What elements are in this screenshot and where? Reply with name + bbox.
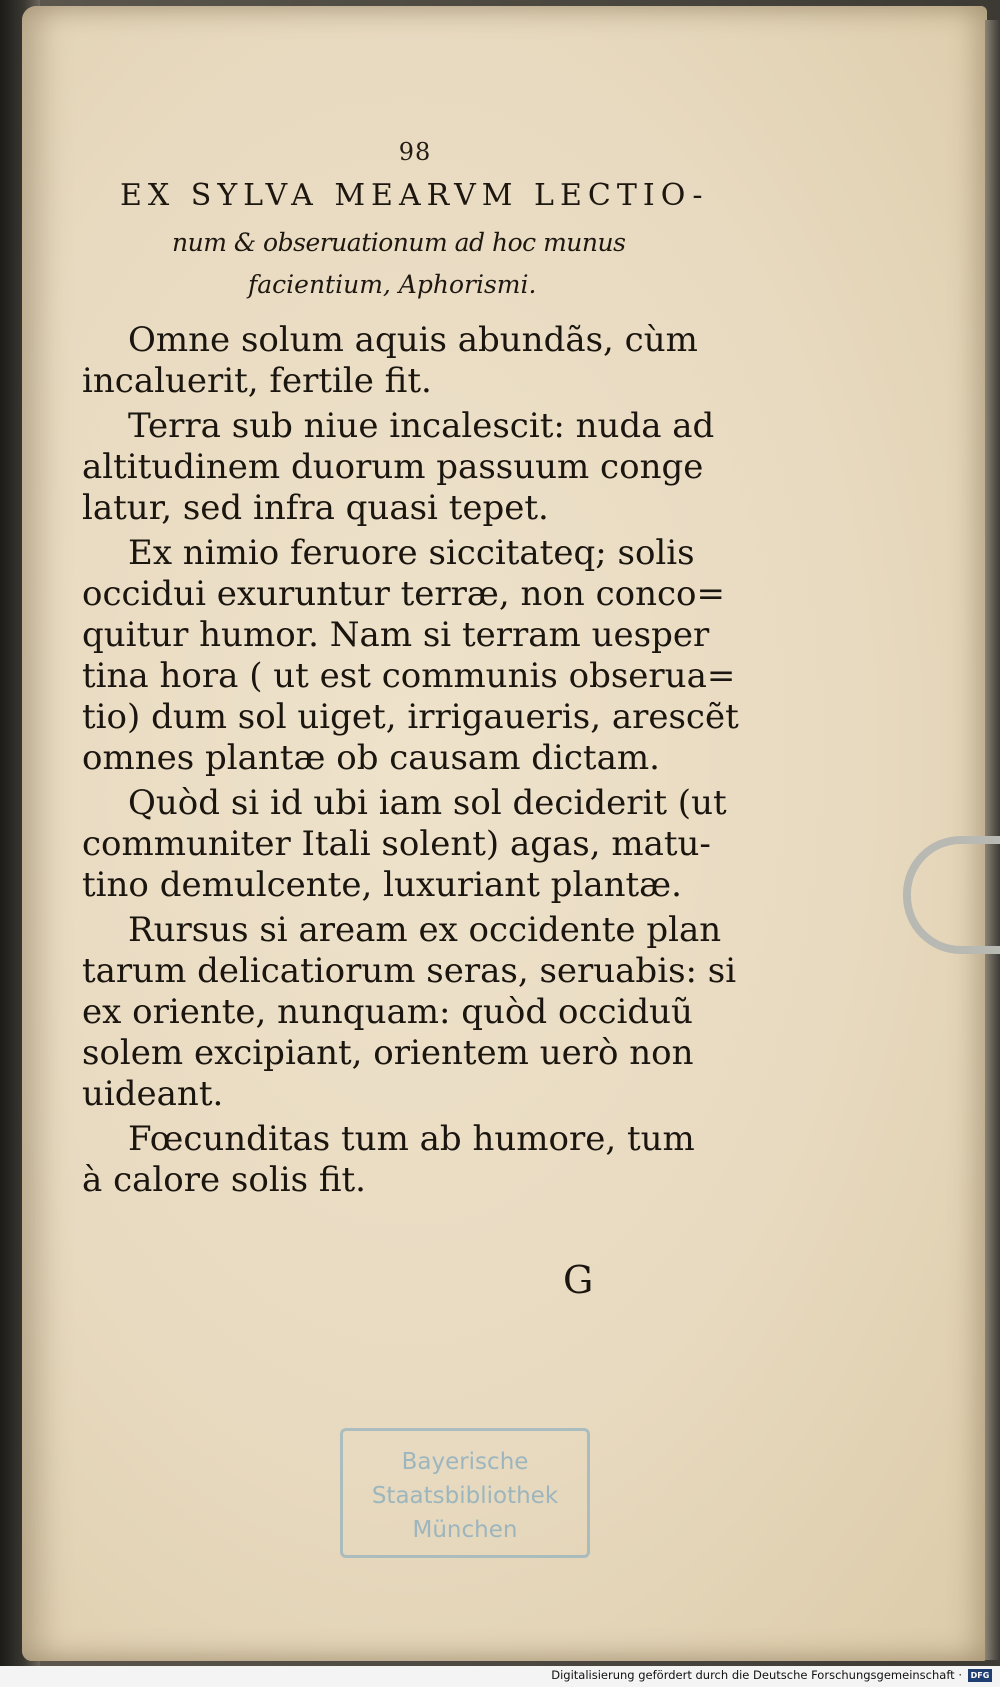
text-line: tina hora ( ut est communis obserua=: [82, 656, 736, 696]
stamp-line-3: München: [412, 1517, 518, 1543]
body-text: [82, 320, 739, 1201]
text-line: tino demulcente, luxuriant plantæ.: [82, 865, 682, 905]
library-stamp: [340, 1428, 590, 1558]
dfg-logo: DFG: [968, 1669, 992, 1682]
text-line: solem excipiant, orientem uerò non: [82, 1033, 694, 1073]
text-line: communiter Itali solent) agas, matu-: [82, 824, 711, 864]
text-line: tio) dum sol uiget, irrigaueris, arescẽt: [82, 697, 739, 737]
text-line: uideant.: [82, 1074, 224, 1114]
heading-line-1: EX SYLVA MEARVM LECTIO-: [120, 178, 709, 213]
text-line: ex oriente, nunquam: quòd occiduũ: [82, 992, 693, 1032]
text-line: Terra sub niue incalescit: nuda ad: [128, 406, 715, 446]
heading-line-2: num & obseruationum ad hoc munus: [172, 228, 626, 257]
text-line: quitur humor. Nam si terram uesper: [82, 615, 710, 655]
stamp-line-1: Bayerische: [401, 1449, 529, 1475]
text-line: altitudinem duorum passuum conge: [82, 447, 704, 487]
text-line: Quòd si id ubi iam sol deciderit (ut: [128, 783, 727, 823]
stamp-line-2: Staatsbibliothek: [371, 1483, 559, 1509]
text-line: incaluerit, fertile fit.: [82, 361, 432, 401]
text-line: Fœcunditas tum ab humore, tum: [128, 1119, 695, 1159]
text-line: occidui exuruntur terræ, non conco=: [82, 574, 725, 614]
text-line: latur, sed infra quasi tepet.: [82, 488, 549, 528]
footer-credit: Digitalisierung gefördert durch die Deutsche Forschungsgemeinschaft ·: [551, 1668, 962, 1682]
text-line: Rursus si aream ex occidente plan: [128, 910, 722, 950]
heading-line-3: facientium, Aphorismi.: [248, 270, 537, 299]
catchword: G: [563, 1258, 594, 1302]
text-line: tarum delicatiorum seras, seruabis: si: [82, 951, 737, 991]
page-number: 98: [398, 138, 432, 166]
text-line: Omne solum aquis abundãs, cùm: [128, 320, 698, 360]
text-line: omnes plantæ ob causam dictam.: [82, 738, 660, 778]
text-line: Ex nimio feruore siccitateq; solis: [128, 533, 695, 573]
text-line: à calore solis fit.: [82, 1160, 366, 1200]
